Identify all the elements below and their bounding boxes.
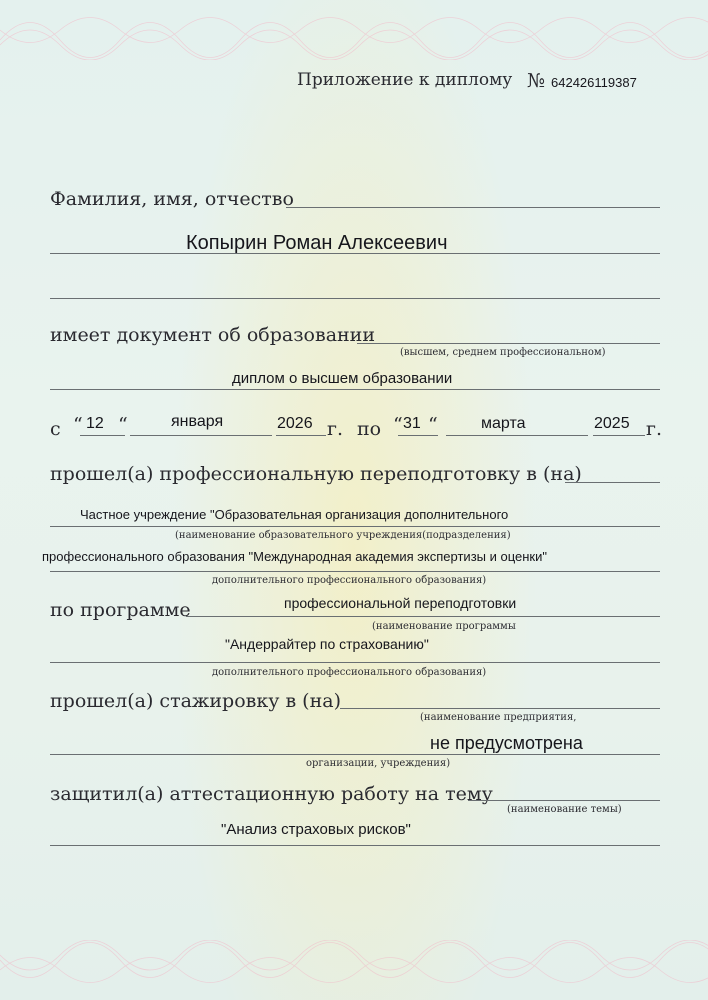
period-to-month: марта (481, 415, 526, 432)
to-year-underline (593, 435, 645, 436)
education-label: имеет документ об образовании (50, 324, 376, 346)
program-underline-2 (50, 662, 660, 663)
diploma-number: 642426119387 (551, 75, 637, 90)
period-po: по (357, 418, 382, 440)
period-quote-1: “ (73, 414, 83, 436)
education-underline-2 (50, 389, 660, 390)
internship-underline-2 (50, 754, 660, 755)
number-sign: № (527, 70, 545, 92)
fio-value: Копырин Роман Алексеевич (186, 232, 448, 254)
period-from-day: 12 (86, 415, 104, 432)
period-from-year: 2026 (277, 415, 313, 432)
to-day-underline (398, 435, 438, 436)
program-value-line2: "Андеррайтер по страхованию" (225, 636, 429, 652)
thesis-label: защитил(а) аттестационную работу на тему (50, 783, 493, 805)
to-month-underline (446, 435, 588, 436)
program-hint1: (наименование программы (372, 621, 516, 632)
period-quote-4: “ (428, 414, 438, 436)
internship-hint2: организации, учреждения) (306, 758, 451, 769)
document-title: Приложение к диплому (297, 70, 513, 90)
education-underline-1 (357, 343, 660, 344)
period-g-2: г. (646, 418, 662, 440)
retraining-org-line1: Частное учреждение "Образовательная организация дополнительного (80, 507, 509, 522)
period-quote-2: “ (118, 414, 128, 436)
internship-value: не предусмотрена (430, 733, 583, 753)
thesis-hint: (наименование темы) (507, 804, 622, 815)
internship-hint1: (наименование предприятия, (420, 712, 577, 723)
period-s: с (50, 418, 61, 440)
retraining-org-line2: профессионального образования "Международная академия экспертизы и оценки" (42, 549, 547, 564)
program-value-line1: профессиональной переподготовки (284, 595, 517, 611)
fio-underline-1 (286, 207, 660, 208)
fio-label: Фамилия, имя, отчество (50, 188, 294, 210)
fio-underline-3 (50, 298, 660, 299)
fio-underline-2 (50, 253, 660, 254)
program-hint2: дополнительного профессионального образования) (212, 667, 487, 678)
from-year-underline (276, 435, 326, 436)
from-month-underline (130, 435, 272, 436)
thesis-underline-2 (50, 845, 660, 846)
retraining-label: прошел(а) профессиональную переподготовку в (на) (50, 463, 582, 485)
retraining-hint2: дополнительного профессионального образования) (212, 575, 487, 586)
thesis-underline-1 (468, 800, 660, 801)
internship-underline-1 (340, 708, 660, 709)
period-to-year: 2025 (594, 415, 630, 432)
guilloche-border-bottom (0, 940, 708, 1000)
period-to-day: 31 (403, 415, 421, 432)
retraining-underline (565, 482, 660, 483)
org-underline-2 (50, 571, 660, 572)
from-day-underline (80, 435, 125, 436)
period-from-month: января (171, 413, 224, 430)
education-value: диплом о высшем образовании (232, 370, 453, 387)
period-quote-3: “ (393, 414, 403, 436)
retraining-hint1: (наименование образовательного учреждения(подразделения) (175, 530, 511, 541)
guilloche-border-top (0, 0, 708, 60)
internship-label: прошел(а) стажировку в (на) (50, 690, 342, 712)
org-underline-1 (50, 526, 660, 527)
education-hint: (высшем, среднем профессиональном) (400, 347, 606, 358)
program-label: по программе (50, 599, 191, 621)
thesis-value: "Анализ страховых рисков" (221, 821, 411, 838)
period-g-1: г. (327, 418, 343, 440)
program-underline-1 (186, 616, 660, 617)
